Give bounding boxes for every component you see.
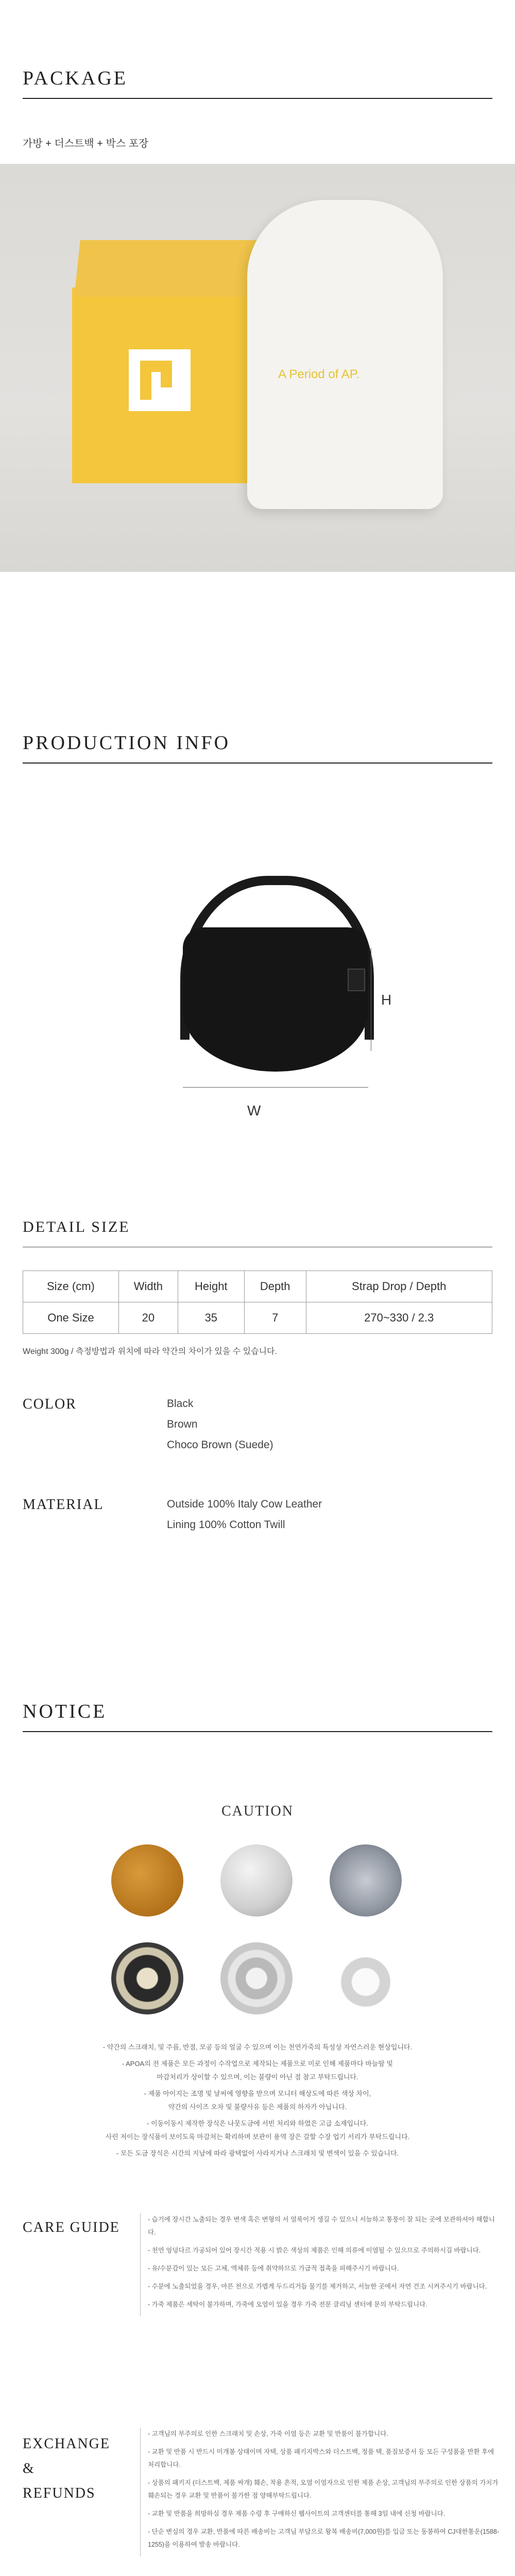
size-header-cell: Depth (244, 1271, 306, 1302)
exchange-label-line: REFUNDS (23, 2485, 96, 2501)
dust-bag-print: A Period of AP. (278, 367, 360, 381)
exchange-label (23, 2432, 110, 2506)
swatch-grain-grey (220, 1844, 293, 1917)
exchange-label-line: EXCHANGE (23, 2436, 110, 2452)
material-value: Outside 100% Italy Cow Leather (167, 1498, 322, 1510)
swatch-texture (330, 1844, 402, 1917)
exchange-item: - 상품의 패키지 (더스트백, 제품 싸개) 훼손, 착용 흔적, 오염 이염자으로 인한 제품 손상, 고객님의 부주의로 인한 상품의 가치가 훼손되는 경우 교환 및 반품이 불가한 점 양해부탁드립니다. (148, 2479, 499, 2499)
width-label: W (247, 1103, 261, 1118)
package-photo (0, 164, 515, 572)
exchange-label-line: & (23, 2461, 35, 2477)
package-rule (23, 98, 492, 99)
swatch-leather-brown (111, 1844, 183, 1917)
production-title: PRODUCTION INFO (23, 732, 231, 754)
package-title: PACKAGE (23, 67, 128, 89)
size-cell: One Size (23, 1302, 119, 1334)
care-guide-item: - 수분에 노출되었을 경우, 마른 천으로 가볍게 두드리거듭 물기를 제거하고, 서늘한 곳에서 자연 건조 시켜주시기 바랍니다. (148, 2283, 487, 2290)
swatch-metal-ring (111, 1942, 183, 2014)
exchange-item: - 단순 변심의 경우 교환, 반품에 따른 배송비는 고객님 부담으로 왕복 배송비(7,000원)를 입금 또는 동봉하여 CJ대한통운(1588-1255)을 이용하여 발송 바랍니다. (148, 2528, 500, 2548)
bag-strap-buckle (348, 969, 365, 991)
size-header-cell: Height (178, 1271, 244, 1302)
production-rule (23, 762, 492, 764)
size-header-cell: Width (118, 1271, 178, 1302)
width-line (183, 1087, 368, 1088)
notice-rule (23, 1731, 492, 1732)
caution-title: CAUTION (221, 1803, 294, 1819)
notice-title: NOTICE (23, 1701, 107, 1722)
care-guide-item: - 천연 엉덩다르 가공되어 있어 장시간 적용 시 밝은 색상의 제품은 인해 의류에 이염될 수 있으므로 주의하시길 바랍니다. (148, 2247, 481, 2254)
color-label: COLOR (23, 1396, 77, 1412)
swatch-buckle (330, 1942, 402, 2014)
notice-line: - 제품 아이지는 조명 및 날씨에 영향을 받으며 모니터 해상도에 따른 색상 차이, (144, 2090, 371, 2097)
size-table (23, 1270, 492, 1334)
size-cell: 270~330 / 2.3 (306, 1302, 492, 1334)
material-label: MATERIAL (23, 1497, 104, 1513)
size-cell: 20 (118, 1302, 178, 1334)
notice-line: - 모든 도금 장식은 시간의 지남에 따라 광택없이 사라지거나 스크래치 및 변색이 있을 수 있습니다. (116, 2149, 399, 2157)
detail-size-title: DETAIL SIZE (23, 1218, 130, 1235)
dust-bag (247, 200, 443, 509)
swatch-hardware (220, 1942, 293, 2014)
height-label: H (381, 992, 392, 1008)
size-header-cell: Size (cm) (23, 1271, 119, 1302)
care-guide-item: - 습기에 장시간 노출되는 경우 변색 혹은 변형의 서 얼룩이거 생길 수 있으니 서늘하고 통풍이 잘 되는 곳에 보관하셔야 해합니다. (148, 2216, 495, 2236)
care-guide-item: - 유/수분감이 있는 모든 고체, 액체류 등에 취약하므로 가급적 접촉을 피해주시기 바랍니다. (148, 2265, 399, 2272)
exchange-item: - 교환 및 반품을 희망하실 경우 제품 수령 후 구매하신 웹사이트의 고객센터를 통해 3일 내에 신청 바랍니다. (148, 2510, 445, 2517)
color-value: Brown (167, 1418, 198, 1430)
notice-line: 마감처리가 상이할 수 있으며, 이는 불량이 아닌 점 참고 부탁드립니다. (157, 2073, 358, 2081)
weight-note: Weight 300g / 측정방법과 위치에 따라 약간의 차이가 있을 수 있습니다. (23, 1347, 277, 1356)
notice-line: - APOA의 전 제품은 모든 과정이 수작업으로 제작되는 제품으로 미로 인해 제품마다 바늘땀 및 (122, 2060, 393, 2067)
care-guide-label: CARE GUIDE (23, 2219, 120, 2235)
box-lid (74, 240, 266, 297)
notice-line: - 이동이동시 제작한 장식은 나뭇도금에 서빈 처리와 하였은 고급 소재입니다. (147, 2120, 368, 2127)
size-cell: 7 (244, 1302, 306, 1334)
exchange-item: - 고객님의 부주의로 인한 스크래치 및 손상, 가죽 이염 등은 교환 및 반품이 불가합니다. (148, 2430, 388, 2437)
size-header-cell: Strap Drop / Depth (306, 1271, 492, 1302)
exchange-item: - 교환 및 반품 시 반드시 미개봉 상태이며 자택, 상품 패키지박스와 더스트백, 정품 택, 품질보증서 등 모든 구성품을 반환 후에 처리합니다. (148, 2448, 494, 2468)
color-value: Choco Brown (Suede) (167, 1439, 273, 1451)
box-logo-icon (129, 349, 191, 411)
notice-line: - 약간의 스크래치, 및 주름, 반점, 모공 등의 얼굴 수 있으며 이는 천연가죽의 특성상 자연스러운 현상입니다. (102, 2043, 413, 2051)
package-caption: 가방 + 더스트백 + 박스 포장 (23, 138, 149, 149)
notice-line: 사린 저이는 장식품이 보이도록 마감처는 확리하며 보관이 용역 장은 갈할 수장 업기 서리가 부탁드립니다. (105, 2133, 410, 2141)
care-guide-item: - 가죽 제품은 세탁이 불가하며, 가죽에 오염이 있을 경우 가죽 전문 클리닝 센터에 문의 부탁드립니다. (148, 2301, 427, 2308)
color-value: Black (167, 1398, 194, 1410)
bag-image (183, 927, 368, 1072)
size-table-row (23, 1302, 492, 1334)
material-value: Lining 100% Cotton Twill (167, 1519, 285, 1531)
care-guide-text (140, 2213, 500, 2316)
notice-line: 약간의 사이즈 오차 및 불량사유 등은 제품의 하자가 아닙니다. (168, 2103, 347, 2111)
size-cell: 35 (178, 1302, 244, 1334)
exchange-text (140, 2428, 500, 2556)
size-table-header-row (23, 1271, 492, 1302)
